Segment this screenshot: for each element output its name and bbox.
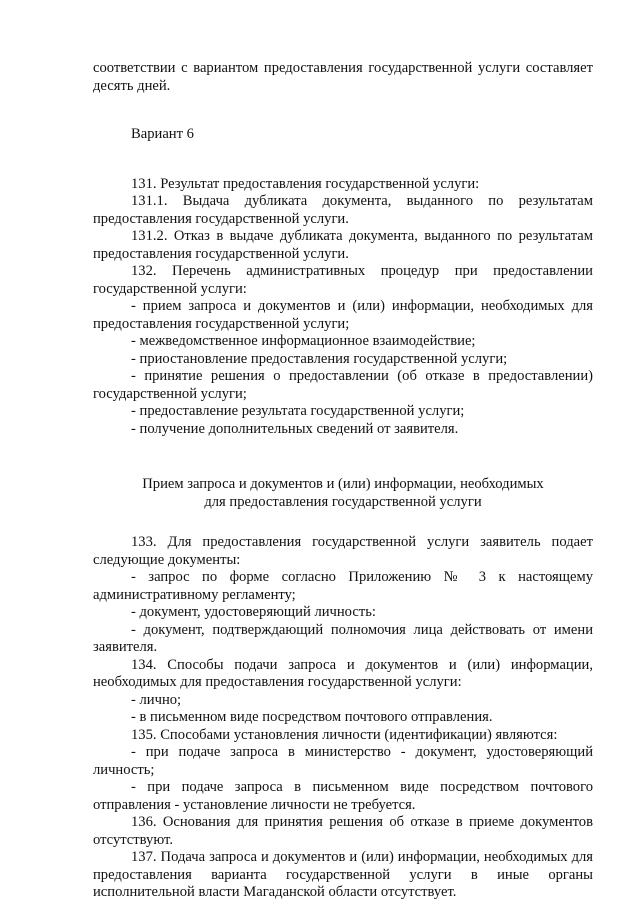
spacer — [93, 511, 593, 534]
paragraph: 131.1. Выдача дубликата документа, выданного по результатам предоставления государственной услуги. — [93, 193, 593, 227]
list-item: - приостановление предоставления государственной услуги; — [131, 350, 508, 367]
paragraph: 131. Результат предоставления государственной услуги: — [131, 175, 480, 192]
paragraph-group-a — [93, 176, 593, 439]
list-item: - получение дополнительных сведений от заявителя. — [131, 420, 459, 437]
section-heading-line: Прием запроса и документов и (или) информации, необходимых — [142, 476, 544, 492]
paragraph: 132. Перечень административных процедур при предоставлении государственной услуги: — [93, 263, 593, 297]
list-item: - межведомственное информационное взаимодействие; — [131, 333, 476, 349]
section-heading — [93, 476, 593, 511]
list-item: - прием запроса и документов и (или) информации, необходимых для предоставления государственной услуги; — [93, 298, 593, 332]
list-item: - лично; — [131, 691, 182, 708]
list-item: - при подаче запроса в министерство - документ, удостоверяющий личность; — [93, 744, 593, 778]
list-item: - запрос по форме согласно Приложению № 3 к настоящему административному регламенту; — [93, 569, 593, 603]
list-item: - документ, подтверждающий полномочия лица действовать от имени заявителя. — [93, 621, 593, 655]
list-item: - принятие решения о предоставлении (об отказе в предоставлении) государственной услуги; — [93, 368, 593, 402]
list-item: - предоставление результата государственной услуги; — [131, 403, 465, 419]
list-item: - документ, удостоверяющий личность: — [131, 604, 376, 620]
intro-paragraph: соответствии с вариантом предоставления государственной услуги составляет десять дней. — [93, 60, 593, 94]
paragraph: 134. Способы подачи запроса и документов и (или) информации, необходимых для предоставления государственной услуги: — [93, 656, 593, 690]
variant-title: Вариант 6 — [131, 126, 194, 142]
paragraph: 133. Для предоставления государственной услуги заявитель подает следующие документы: — [93, 534, 593, 568]
document-page — [93, 60, 593, 902]
paragraph: 135. Способами установления личности (идентификации) являются: — [131, 726, 558, 743]
paragraph: 131.2. Отказ в выдаче дубликата документа, выданного по результатам предоставления государственной услуги. — [93, 228, 593, 262]
spacer — [93, 438, 593, 476]
list-item: - в письменном виде посредством почтового отправления. — [131, 709, 493, 725]
paragraph: 137. Подача запроса и документов и (или) информации, необходимых для предоставления варианта государственной услуги в иные органы исполнительной власти Магаданской области отсутствует. — [93, 849, 593, 900]
paragraph: 136. Основания для принятия решения об отказе в приеме документов отсутствуют. — [93, 814, 593, 848]
section-heading-line: для предоставления государственной услуги — [204, 493, 482, 510]
paragraph-group-b — [93, 534, 593, 902]
list-item: - при подаче запроса в письменном виде посредством почтового отправления - установление личности не требуется. — [93, 779, 593, 813]
